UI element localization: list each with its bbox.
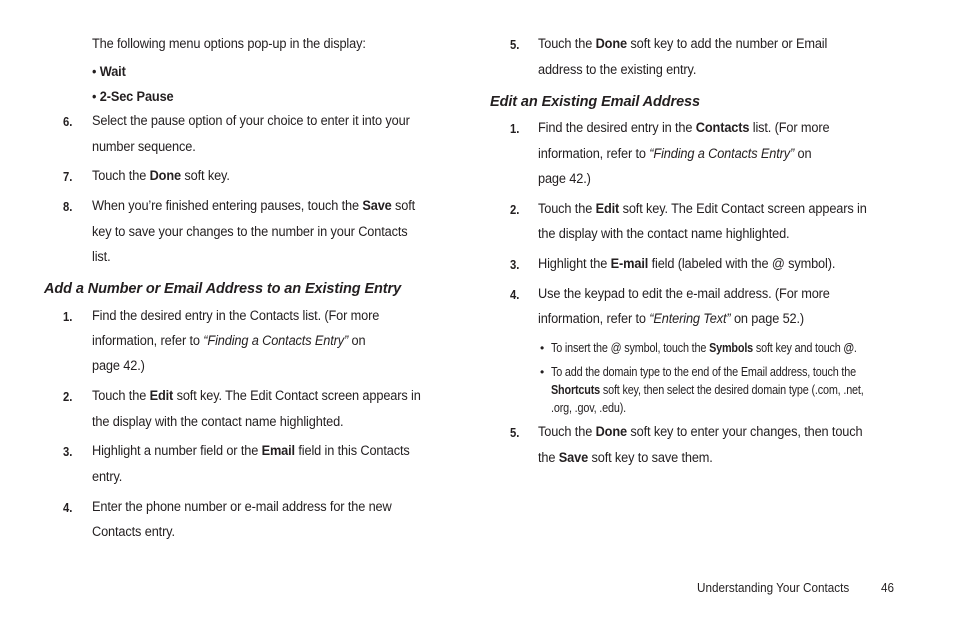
step-line [92, 113, 410, 130]
bold-term: Done [595, 424, 627, 440]
page-number: 46 [881, 580, 895, 595]
text-run: soft key and touch [753, 341, 844, 355]
text-run: page 42.) [92, 358, 145, 374]
step-number: 1. [510, 122, 520, 136]
text-run: field (labeled with the @ symbol). [648, 256, 836, 272]
text-run: information, refer to [538, 146, 650, 162]
option-label: 2-Sec Pause [99, 89, 174, 105]
text-run: Highlight the [538, 256, 611, 272]
step-line [538, 201, 867, 218]
bold-term: Done [595, 36, 627, 52]
step-line [538, 256, 835, 273]
step-number: 5. [510, 426, 520, 440]
section-heading: Edit an Existing Email Address [490, 94, 700, 110]
text-run: Touch the [538, 424, 596, 440]
bold-term: Save [362, 198, 392, 214]
step-number: 4. [510, 288, 520, 302]
bold-term: Edit [149, 388, 174, 404]
text-run: on [348, 333, 366, 349]
text-run: on [794, 146, 812, 162]
text-run: . [853, 341, 857, 355]
step-line [538, 120, 829, 137]
step-line [92, 168, 230, 185]
text-run: Touch the [92, 168, 150, 184]
step-number: 1. [63, 310, 73, 324]
step-line [92, 358, 145, 375]
step-line [92, 224, 408, 241]
text-run: Select the pause option of your choice to enter it into your [92, 113, 410, 129]
cross-reference: “Entering Text” [649, 311, 731, 327]
intro-text: The following menu options pop-up in the display: [92, 36, 366, 52]
text-run: the display with the contact name highlighted. [538, 226, 790, 242]
bullet-dot: • [540, 341, 545, 355]
bold-term: @ [843, 341, 854, 355]
step-line [92, 249, 110, 266]
sub-bullet-line [551, 382, 864, 398]
step-line [538, 286, 830, 303]
bold-term: Email [261, 443, 295, 459]
footer-section-title: Understanding Your Contacts [697, 580, 850, 595]
section-heading: Add a Number or Email Address to an Existing Entry [44, 281, 402, 297]
text-run: Enter the phone number or e-mail address for the new [92, 499, 392, 515]
text-run: on page 52.) [730, 311, 805, 327]
bold-term: Done [149, 168, 181, 184]
step-line [92, 469, 122, 486]
step-line [92, 198, 415, 215]
step-line [538, 146, 811, 163]
step-line [92, 414, 343, 431]
step-line [538, 62, 696, 79]
sub-bullet-line [551, 340, 857, 356]
step-line [92, 308, 379, 325]
bold-term: E-mail [610, 256, 649, 272]
text-run: To insert the @ symbol, touch the [551, 341, 710, 355]
option-item: • Wait [92, 64, 126, 80]
option-item: • 2-Sec Pause [92, 89, 174, 105]
step-line [538, 424, 862, 441]
step-number: 4. [63, 501, 73, 515]
text-run: Touch the [92, 388, 150, 404]
step-line [92, 333, 365, 350]
text-run: information, refer to [92, 333, 204, 349]
step-line [538, 450, 713, 467]
bold-term: Save [558, 450, 589, 466]
step-number: 8. [63, 200, 73, 214]
text-run: soft key to add the number or Email [626, 36, 828, 52]
text-run: Touch the [538, 201, 596, 217]
text-run: key to save your changes to the number in your Contacts [92, 224, 408, 240]
bold-term: Symbols [709, 341, 754, 355]
text-run: Contacts entry. [92, 524, 175, 540]
text-run: entry. [92, 469, 123, 485]
step-line [538, 171, 591, 188]
text-run: soft key. The Edit Contact screen appears in [173, 388, 421, 404]
text-run: number sequence. [92, 139, 196, 155]
text-run: When you’re finished entering pauses, touch the [92, 198, 363, 214]
text-run: list. [92, 249, 111, 265]
step-line [538, 226, 789, 243]
step-number: 2. [510, 203, 520, 217]
bold-term: Contacts [695, 120, 750, 136]
sub-bullet-line [551, 400, 626, 416]
step-line [538, 311, 804, 328]
text-run: soft key. [180, 168, 230, 184]
step-number: 3. [63, 445, 73, 459]
text-run: soft key to enter your changes, then touch [626, 424, 863, 440]
text-run: Highlight a number field or the [92, 443, 262, 459]
bold-term: Edit [595, 201, 620, 217]
text-run: list. (For more [749, 120, 830, 136]
text-run: soft key, then select the desired domain type (.com, .net, [600, 383, 864, 397]
text-run: Find the desired entry in the [538, 120, 696, 136]
step-number: 5. [510, 38, 520, 52]
bold-term: Shortcuts [551, 383, 601, 397]
step-line [538, 36, 827, 53]
step-number: 6. [63, 115, 73, 129]
text-run: field in this Contacts [294, 443, 410, 459]
option-label: Wait [99, 64, 126, 80]
text-run: the [538, 450, 559, 466]
bullet-dot: • [540, 365, 545, 379]
text-run: information, refer to [538, 311, 650, 327]
step-number: 2. [63, 390, 73, 404]
step-number: 7. [63, 170, 73, 184]
step-line [92, 388, 421, 405]
text-run: soft [391, 198, 416, 214]
text-run: soft key to save them. [588, 450, 713, 466]
text-run: To add the domain type to the end of the Email address, touch the [551, 365, 856, 379]
sub-bullet-line [551, 364, 856, 380]
text-run: Use the keypad to edit the e-mail address. (For more [538, 286, 830, 302]
text-run: page 42.) [538, 171, 591, 187]
text-run: the display with the contact name highlighted. [92, 414, 344, 430]
text-run: .org, .gov, .edu). [551, 401, 626, 415]
text-run: Touch the [538, 36, 596, 52]
text-run: address to the existing entry. [538, 62, 697, 78]
text-run: Find the desired entry in the Contacts list. (For more [92, 308, 380, 324]
step-line [92, 443, 410, 460]
cross-reference: “Finding a Contacts Entry” [649, 146, 795, 162]
text-run: soft key. The Edit Contact screen appears in [619, 201, 867, 217]
cross-reference: “Finding a Contacts Entry” [203, 333, 349, 349]
step-line [92, 499, 392, 516]
step-line [92, 139, 196, 156]
step-number: 3. [510, 258, 520, 272]
step-line [92, 524, 175, 541]
